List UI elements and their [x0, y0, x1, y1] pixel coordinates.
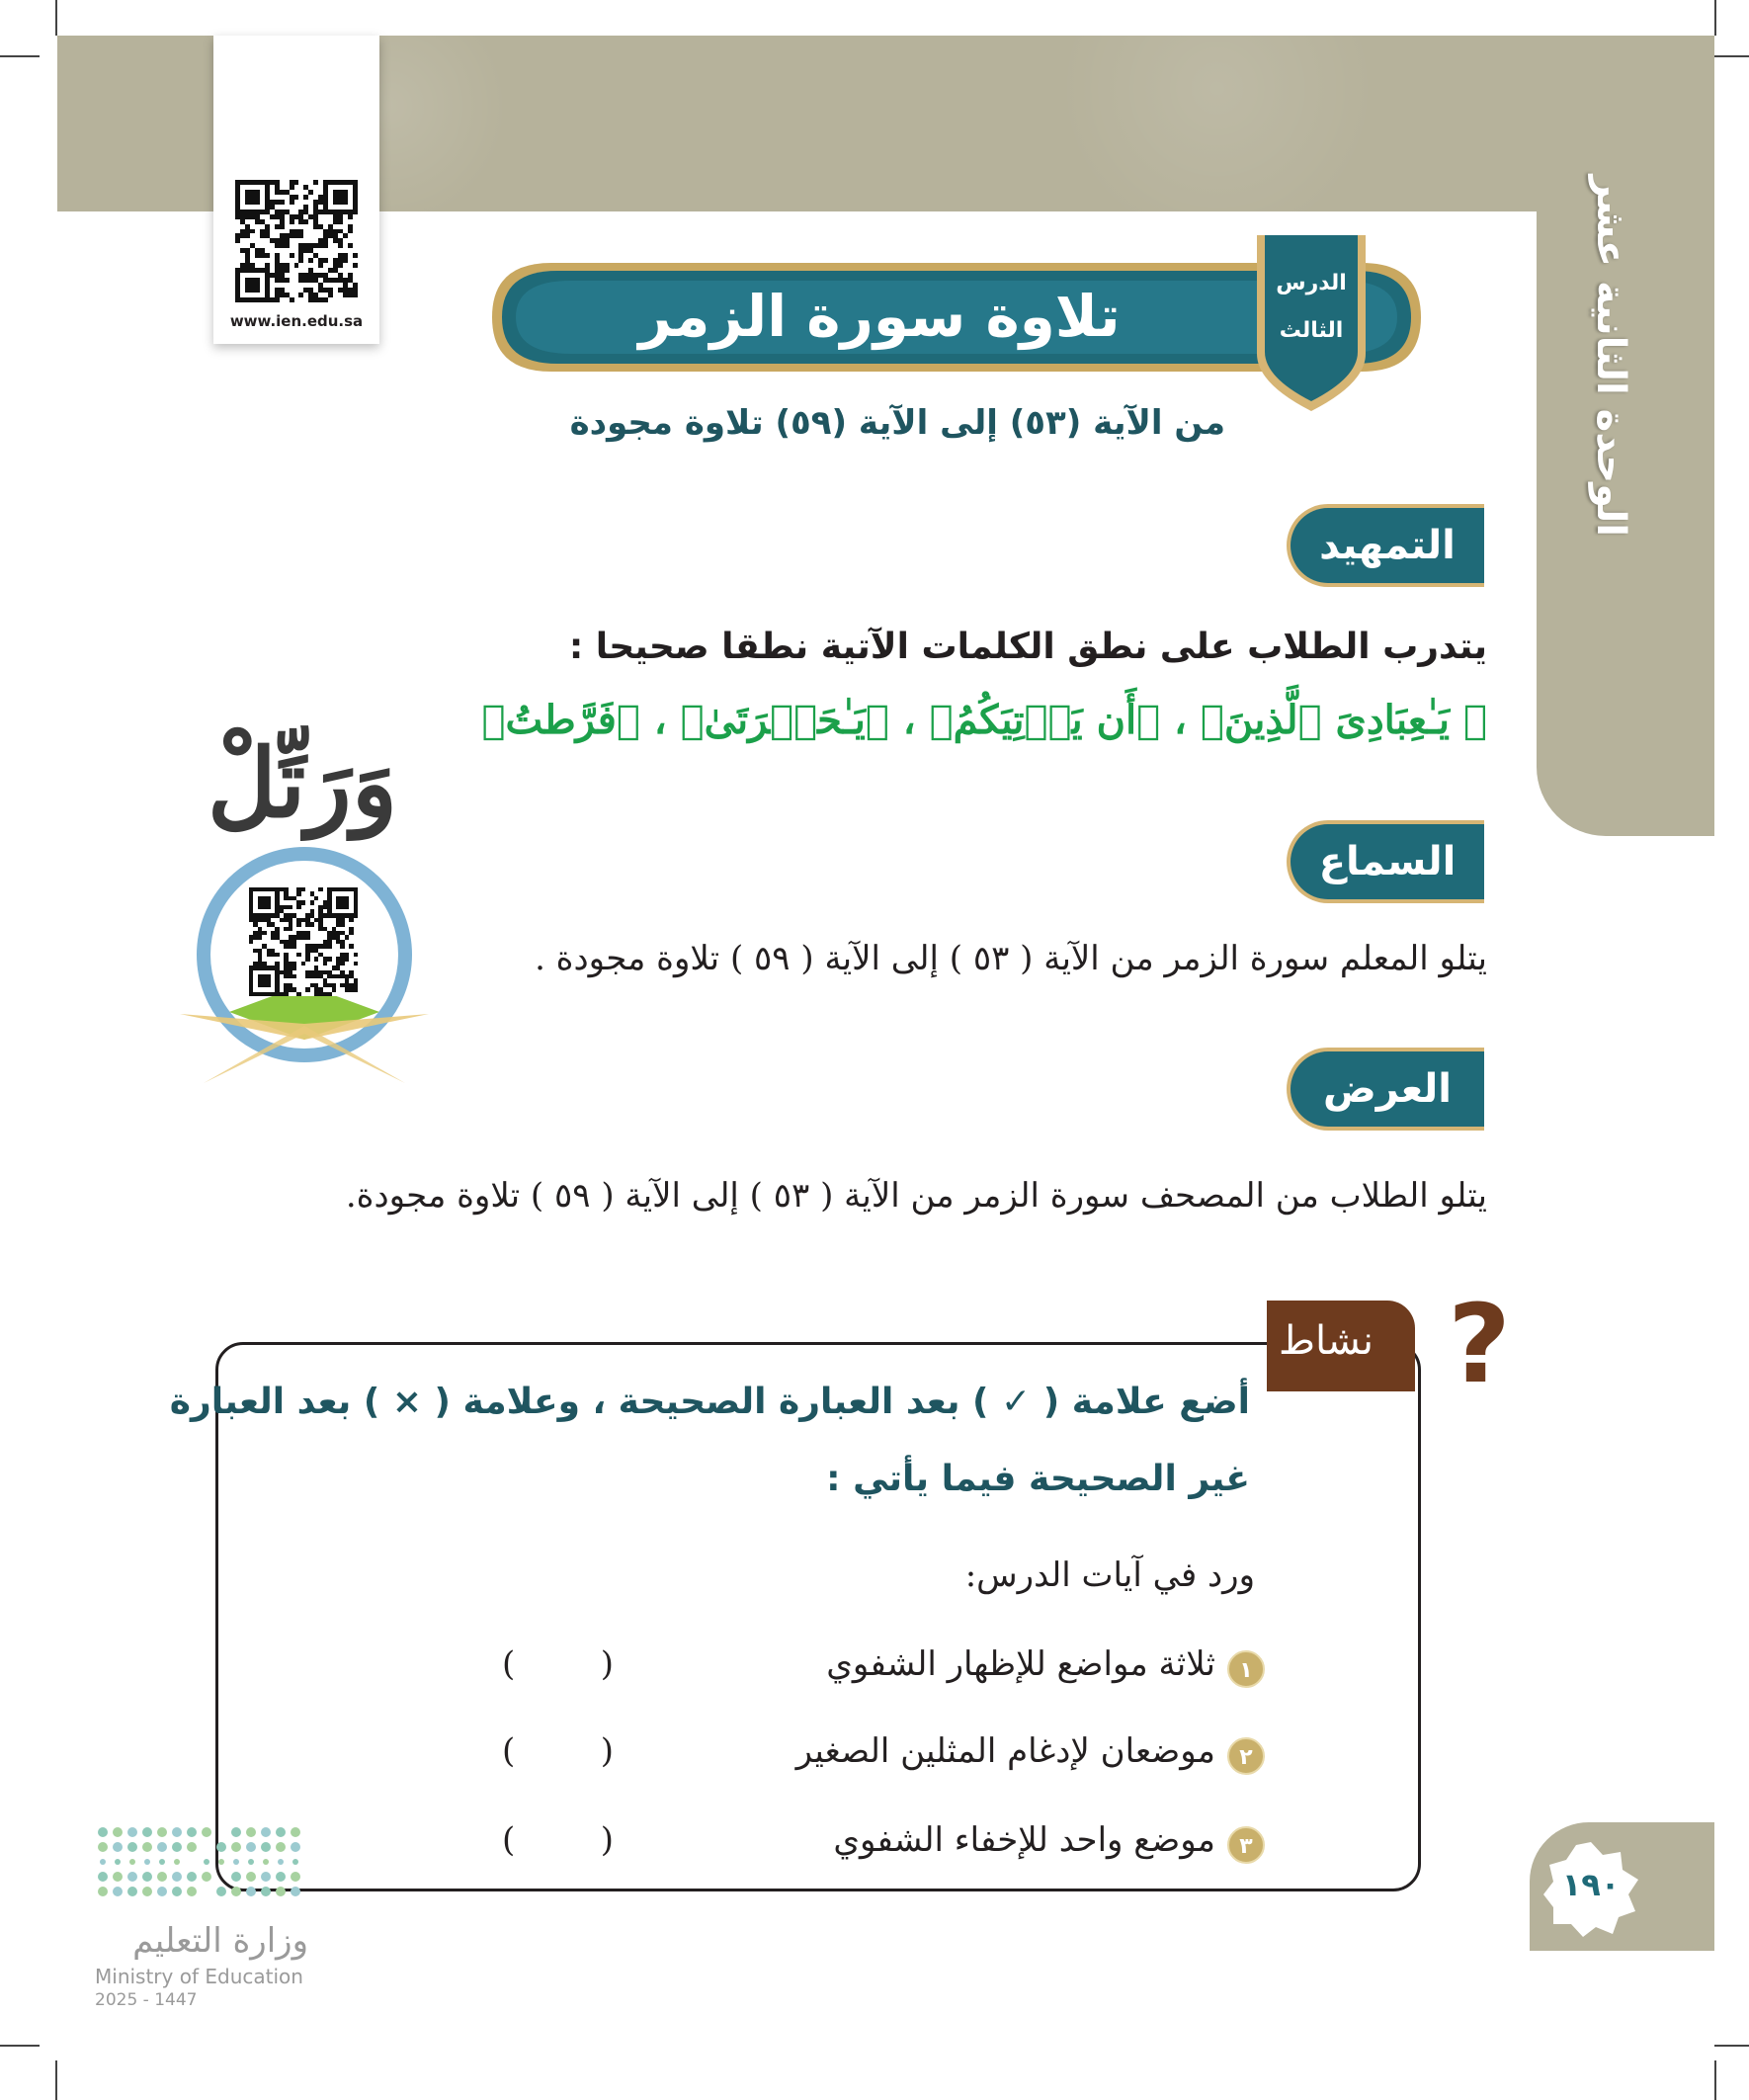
unit-label-text: الوحدة الثانية عشر [1588, 175, 1633, 537]
activity-tab-label: نشاط [1279, 1318, 1374, 1364]
activity-instruction-line1: أضع علامة ( ✓ ) بعد العبارة الصحيحة ، وعلامة ( × ) بعد العبارة [169, 1382, 1250, 1422]
ratil-logo[interactable] [174, 727, 435, 1103]
presentation-text: يتلو الطلاب من المصحف سورة الزمر من الآية ( ٥٣ ) إلى الآية ( ٥٩ ) تلاوة مجودة. [345, 1176, 1487, 1216]
section-heading-listening: السماع [1287, 820, 1484, 903]
ministry-name-en: Ministry of Education [95, 1965, 303, 1988]
activity-lead: ورد في آيات الدرس: [964, 1555, 1255, 1595]
lesson-title: تلاوة سورة الزمر [638, 283, 1121, 350]
activity-instruction-line2: غير الصحيحة فيما يأتي : [826, 1459, 1250, 1499]
page-number: ١٩٠ [1561, 1866, 1621, 1903]
quran-words: ﴿ يَـٰعِبَادِىَ ٱلَّذِينَ﴾ ، ﴿أَن يَأۡتِيَكُمُ﴾ ، ﴿يَـٰحَسۡرَتَىٰ﴾ ، ﴿فَرَّطتُ﴾ [481, 697, 1487, 743]
crop-mark [1714, 2060, 1716, 2100]
item-number-badge: ١ [1227, 1650, 1265, 1688]
item-number-badge: ٢ [1227, 1737, 1265, 1775]
ratil-logo-text: وَرَتِّلْ [207, 727, 398, 839]
crop-mark [0, 55, 40, 57]
lesson-badge-line1: الدرس [1276, 271, 1347, 295]
crop-mark [1714, 2045, 1749, 2047]
crop-mark [1714, 55, 1749, 57]
ministry-logo-dots [95, 1824, 312, 1903]
qr-card[interactable] [213, 36, 379, 344]
section-heading-presentation: العرض [1287, 1048, 1484, 1131]
qr-site-url: www.ien.edu.sa [229, 312, 364, 330]
item-number-badge: ٣ [1227, 1826, 1265, 1864]
crop-mark [55, 2060, 57, 2100]
answer-blank[interactable]: ( ) [502, 1731, 614, 1771]
section-heading-intro: التمهيد [1287, 504, 1484, 587]
item-text: ثلاثة مواضع للإظهار الشفوي [826, 1644, 1215, 1684]
lesson-subtitle: من الآية (٥٣) إلى الآية (٥٩) تلاوة مجودة [569, 403, 1225, 443]
crop-mark [55, 0, 57, 36]
answer-blank[interactable]: ( ) [502, 1820, 614, 1860]
ministry-year: 2025 - 1447 [95, 1990, 198, 2010]
item-text: موضعان لإدغام المثلين الصغير [795, 1731, 1215, 1771]
crop-mark [0, 2045, 40, 2047]
crop-mark [1714, 0, 1716, 36]
ratil-qr-code[interactable] [249, 887, 358, 996]
activity-tab [1267, 1301, 1415, 1391]
lesson-badge-line2: الثالث [1279, 318, 1344, 343]
intro-text: يتدرب الطلاب على نطق الكلمات الآتية نطقا صحيحا : [568, 627, 1487, 667]
listening-text: يتلو المعلم سورة الزمر من الآية ( ٥٣ ) إلى الآية ( ٥٩ ) تلاوة مجودة . [535, 939, 1487, 978]
ministry-name-ar: وزارة التعليم [132, 1921, 308, 1961]
qr-code[interactable] [235, 180, 358, 302]
activity-box [169, 1342, 1421, 1891]
answer-blank[interactable]: ( ) [502, 1644, 614, 1684]
unit-label [1571, 175, 1650, 553]
item-text: موضع واحد للإخفاء الشفوي [833, 1820, 1215, 1860]
question-icon: ? [1448, 1281, 1511, 1407]
